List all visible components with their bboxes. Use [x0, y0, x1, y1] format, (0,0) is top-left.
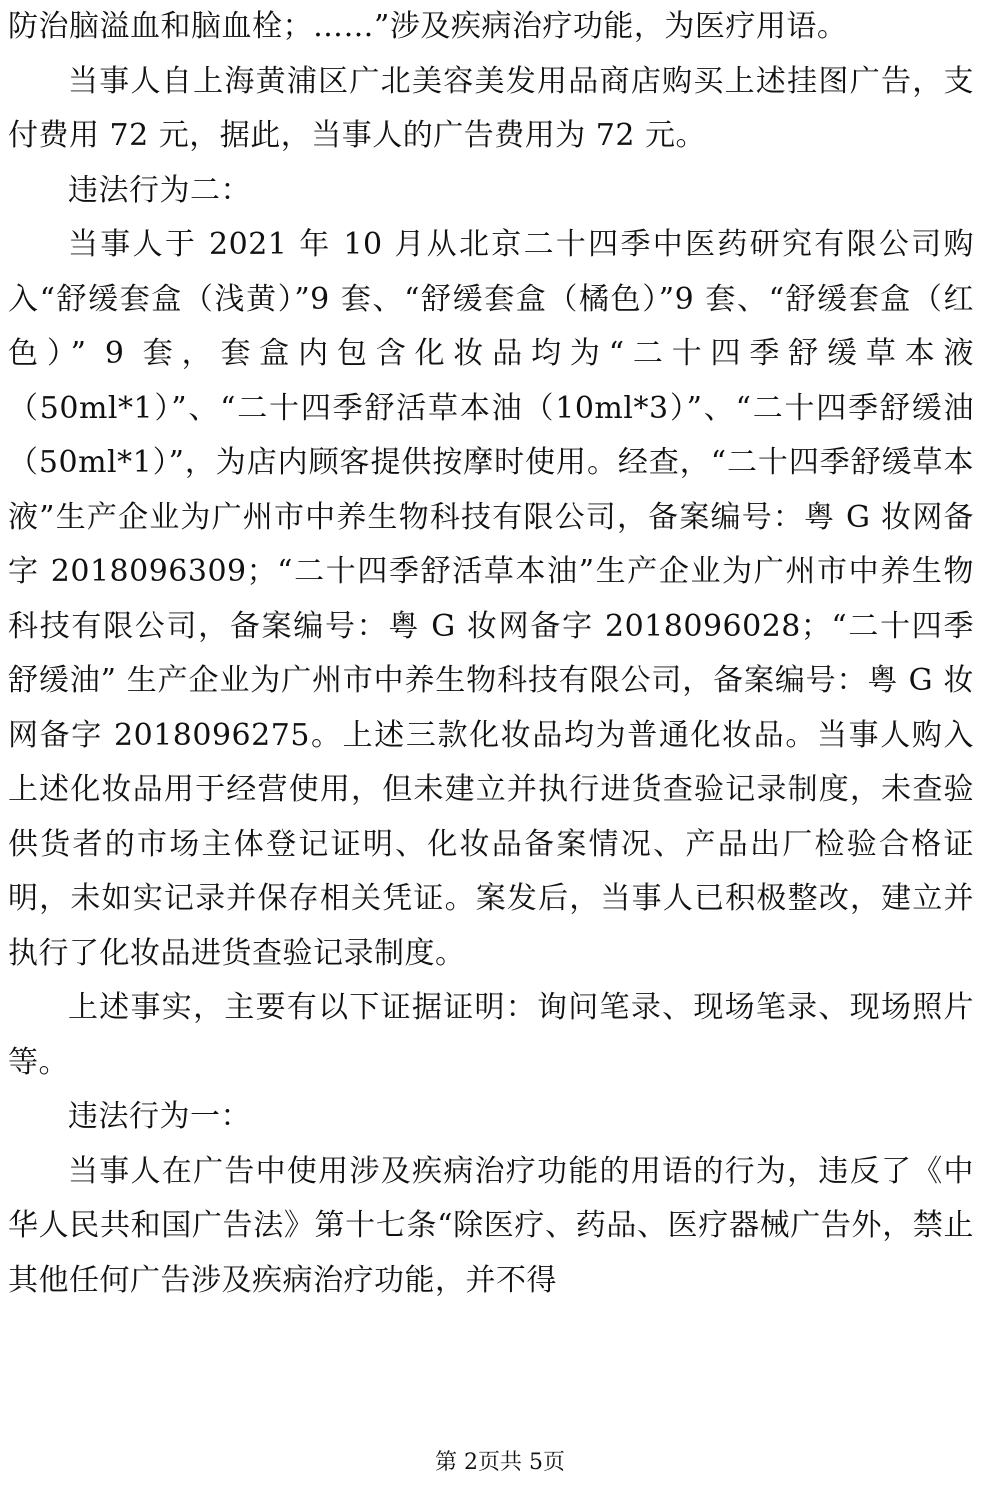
paragraph-evidence: 上述事实，主要有以下证据证明：询问笔录、现场笔录、现场照片等。 [8, 990, 974, 1080]
paragraph-cosmetics-purchase: 当事人于 2021 年 10 月从北京二十四季中医药研究有限公司购入“舒缓套盒（浅黄）”9 套、“舒缓套盒（橘色）”9 套、“舒缓套盒（红色）” 9 套，套盒内包含化妆品均为“二十四季舒缓草本液（50ml*1）”、“二十四季舒活草本油（10ml*3）”、“二十四季舒缓油（50ml*1）”，为店内顾客提供按摩时使用。经查，“二十四季舒缓草本液”生产企业为广州市中养生物科技有限公司，备案编号：粤 G 妆网备字 2018096309；“二十四季舒活草本油”生产企业为广州市中养生物科技有限公司，备案编号：粤 G 妆网备字 2018096028；“二十四季舒缓油” 生产企业为广州市中养生物科技有限公司，备案编号：粤 G 妆网备字 2018096275。上述三款化妆品均为普通化妆品。当事人购入上述化妆品用于经营使用，但未建立并执行进货查验记录制度，未查验供货者的市场主体登记证明、化妆品备案情况、产品出厂检验合格证明，未如实记录并保存相关凭证。案发后，当事人已积极整改，建立并执行了化妆品进货查验记录制度。 [8, 227, 974, 971]
page-number-footer: 第 2页共 5页 [435, 1450, 565, 1475]
paragraph-continuation: 防治脑溢血和脑血栓；……”涉及疾病治疗功能，为医疗用语。 [8, 9, 848, 44]
document-page [8, 0, 974, 1490]
paragraph-ad-fee: 当事人自上海黄浦区广北美容美发用品商店购买上述挂图广告，支付费用 72 元，据此，当事人的广告费用为 72 元。 [8, 63, 974, 153]
paragraph-legal-basis: 当事人在广告中使用涉及疾病治疗功能的用语的行为，违反了《中华人民共和国广告法》第十七条“除医疗、药品、医疗器械广告外，禁止其他任何广告涉及疾病治疗功能，并不得 [8, 1153, 974, 1298]
heading-violation-one: 违法行为一： [68, 1099, 251, 1134]
document-body [8, 0, 974, 1308]
heading-violation-two: 违法行为二： [68, 172, 251, 208]
